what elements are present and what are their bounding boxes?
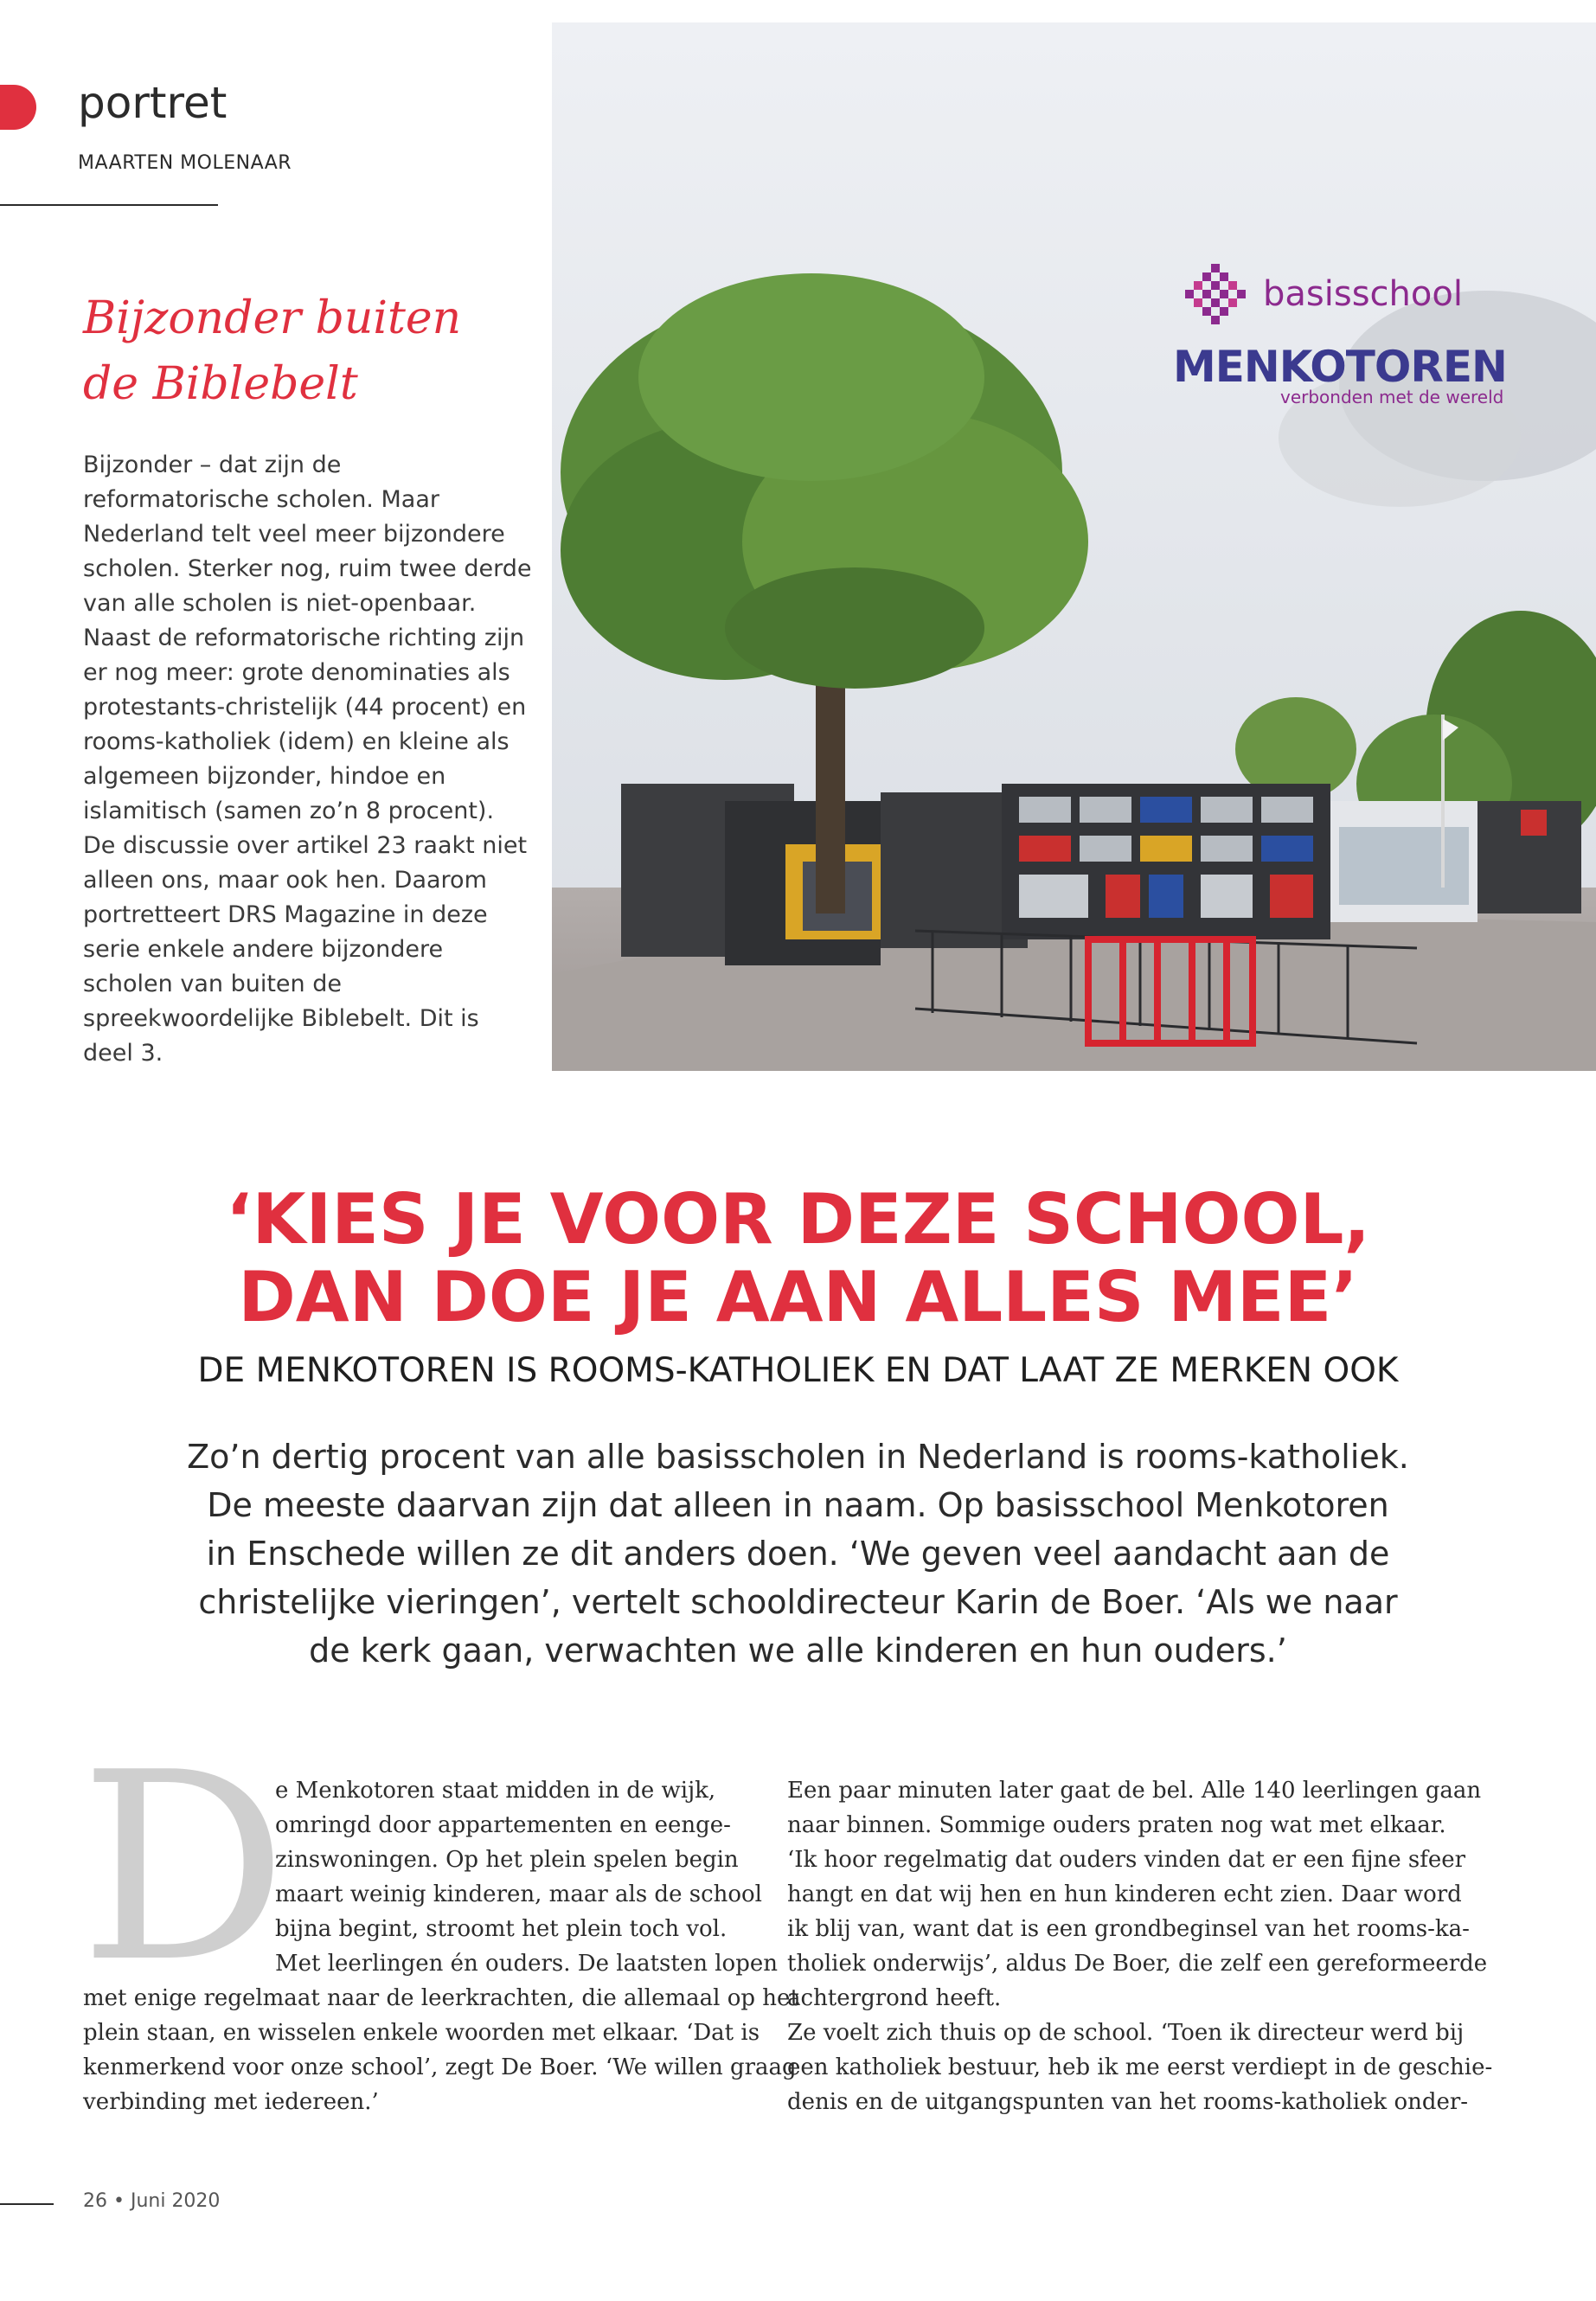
body-line: denis en de uitgangspunten van het rooms-katholiek onder- — [787, 2089, 1469, 2115]
lead-line: De meeste daarvan zijn dat alleen in naam. Op basisschool Menkotoren — [207, 1486, 1389, 1524]
article-subheadline: DE MENKOTOREN IS ROOMS-KATHOLIEK EN DAT LAAT ZE MERKEN OOK — [197, 1351, 1399, 1390]
body-line: verbinding met iedereen.’ — [83, 2089, 379, 2115]
logo-text-menkotoren: MENKOTOREN — [1173, 342, 1507, 392]
author-byline: MAARTEN MOLENAAR — [78, 152, 292, 174]
body-line: met enige regelmaat naar de leerkrachten, die allemaal op het — [83, 1985, 799, 2011]
page-folio: 26 • Juni 2020 — [83, 2190, 221, 2212]
article-lead — [104, 1433, 1492, 1675]
body-column-left — [83, 1773, 799, 2119]
body-line: Met leerlingen én ouders. De laatsten lopen — [275, 1951, 778, 1977]
body-line: naar binnen. Sommige ouders praten nog wat met elkaar. — [787, 1812, 1446, 1838]
body-line: Ze voelt zich thuis op de school. ‘Toen ik directeur werd bij — [787, 2020, 1465, 2046]
body-line: ‘Ik hoor regelmatig dat ouders vinden dat er een fijne sfeer — [787, 1847, 1466, 1873]
headline-line-1: ‘KIES JE VOOR DEZE SCHOOL, — [226, 1179, 1370, 1259]
intro-body: Bijzonder – dat zijn de reformatorische scholen. Maar Nederland telt veel meer bijzondere scholen. Sterker nog, ruim twee derde van alle scholen is niet-openbaar. Naast de reformatorische richting zijn er nog meer: grote denominaties als protestants-christelijk (44 procent) en rooms-katholiek (idem) en kleine als algemeen bijzonder, hindoe en islamitisch (samen zo’n 8 procent). De discussie over artikel 23 raakt niet alleen ons, maar ook hen. Daarom portretteert DRS Magazine in deze serie enkele andere bijzondere scholen van buiten de spreekwoordelijke Biblebelt. Dit is deel 3. — [83, 452, 532, 1067]
school-logo — [1159, 264, 1505, 411]
body-line: plein staan, en wisselen enkele woorden met elkaar. ‘Dat is — [83, 2020, 760, 2046]
intro-title — [83, 285, 533, 417]
lead-line: Zo’n dertig procent van alle basisscholen in Nederland is rooms-katholiek. — [187, 1438, 1409, 1476]
header-divider — [0, 204, 218, 206]
logo-tagline: verbonden met de wereld — [1280, 387, 1504, 407]
body-line: tholiek onderwijs’, aldus De Boer, die zelf een gereformeerde — [787, 1951, 1488, 1977]
lead-line: in Enschede willen ze dit anders doen. ‘We geven veel aandacht aan de — [206, 1535, 1390, 1573]
body-line: een katholiek bestuur, heb ik me eerst verdiept in de geschie- — [787, 2054, 1493, 2080]
intro-title-line-2: de Biblebelt — [83, 358, 358, 410]
article-headline — [52, 1181, 1544, 1336]
body-line: ik blij van, want dat is een grondbeginsel van het rooms-ka- — [787, 1916, 1470, 1942]
body-line: Een paar minuten later gaat de bel. Alle 140 leerlingen gaan — [787, 1778, 1482, 1804]
body-line: maart weinig kinderen, maar als de school — [275, 1881, 762, 1907]
school-photo-illustration — [552, 22, 1596, 1071]
intro-title-line-1: Bijzonder buiten — [83, 292, 462, 344]
body-line: bijna begint, stroomt het plein toch vol. — [275, 1916, 727, 1942]
drop-cap: D — [80, 1717, 288, 2019]
section-label: portret — [78, 78, 228, 128]
logo-cross-icon — [1185, 264, 1246, 324]
footer-divider — [0, 2203, 54, 2205]
body-line: e Menkotoren staat midden in de wijk, — [275, 1778, 716, 1804]
headline-line-2: DAN DOE JE AAN ALLES MEE’ — [238, 1257, 1358, 1337]
school-photo — [552, 22, 1596, 1071]
body-column-right — [787, 1773, 1493, 2119]
lead-line: de kerk gaan, verwachten we alle kinderen en hun ouders.’ — [309, 1631, 1287, 1670]
body-line: hangt en dat wij hen en hun kinderen echt zien. Daar word — [787, 1881, 1462, 1907]
body-line: omringd door appartementen en eenge- — [275, 1812, 731, 1838]
lead-line: christelijke vieringen’, vertelt schooldirecteur Karin de Boer. ‘Als we naar — [198, 1583, 1398, 1621]
section-marker — [0, 85, 36, 130]
body-line: zinswoningen. Op het plein spelen begin — [275, 1847, 739, 1873]
body-line: achtergrond heeft. — [787, 1985, 1002, 2011]
body-line: kenmerkend voor onze school’, zegt De Boer. ‘We willen graag — [83, 2054, 797, 2080]
logo-text-basisschool: basisschool — [1263, 274, 1463, 314]
